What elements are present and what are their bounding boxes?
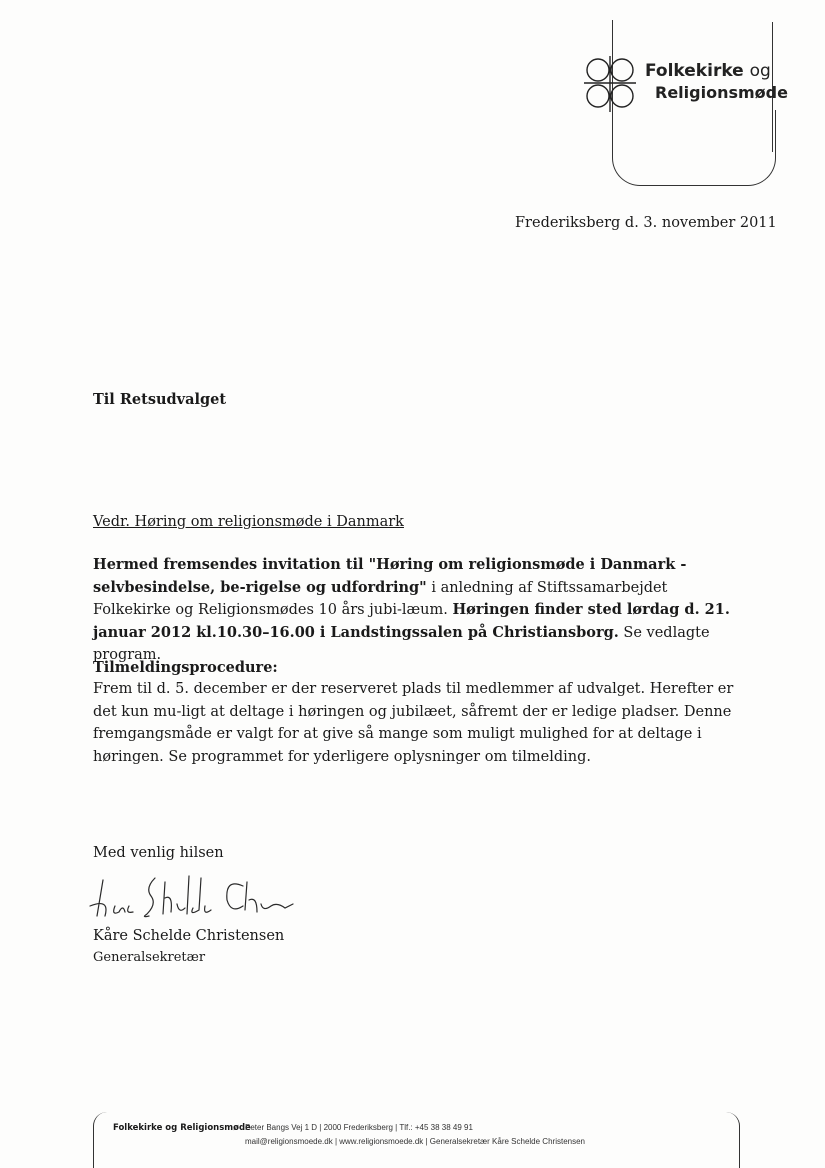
recipient: Til Retsudvalget: [93, 391, 227, 408]
invitation-bold: Hermed fremsendes invitation til "Høring om religionsmøde i Danmark - selvbesindelse, be-rigelse og udfordring": [93, 556, 687, 596]
section-heading: Tilmeldingsprocedure:: [93, 659, 278, 676]
greeting: Med venlig hilsen: [93, 845, 224, 861]
logo-line1-bold: Folkekirke: [645, 61, 744, 81]
logo-wordmark: [645, 60, 788, 104]
logo-line2: Religionsmøde: [655, 83, 788, 102]
letter-date: Frederiksberg d. 3. november 2011: [515, 215, 777, 231]
footer-org: Folkekirke og Religionsmøde: [113, 1123, 251, 1133]
signer-name: Kåre Schelde Christensen: [93, 928, 285, 944]
invitation-paragraph: [93, 554, 743, 667]
registration-paragraph: Frem til d. 5. december er der reserveret plads til medlemmer af udvalget. Herefter er det kun mu-ligt at deltage i høringen og jubilæet, såfremt der er ledige pladser. Denne fremgangsmåde er valgt for at give så mange som muligt mulighed for at deltage i høringen. Se programmet for yderligere oplysninger om tilmelding.: [93, 681, 734, 765]
handwritten-signature: [85, 868, 305, 932]
subject-line: Vedr. Høring om religionsmøde i Danmark: [93, 514, 404, 530]
invitation-end: Se vedlagte program.: [93, 624, 710, 663]
event-details: Høringen finder sted lørdag d. 21. januar 2012 kl.10.30–16.00 i Landstingssalen på Christiansborg.: [93, 601, 730, 641]
logo-line1-rest: og: [749, 61, 771, 81]
signer-role: Generalsekretær: [93, 950, 206, 965]
footer-address: Peter Bangs Vej 1 D | 2000 Frederiksberg | Tlf.: +45 38 38 49 91: [245, 1123, 473, 1132]
invitation-normal: i anledning af Stiftssamarbejdet Folkekirke og Religionsmødes 10 års jubi-læum.: [93, 579, 668, 618]
logo-line1: [645, 60, 788, 82]
four-circles-cross-icon: [578, 46, 644, 122]
footer-contact: mail@religionsmoede.dk | www.religionsmoede.dk | Generalsekretær Kåre Schelde Christensen: [245, 1137, 585, 1146]
